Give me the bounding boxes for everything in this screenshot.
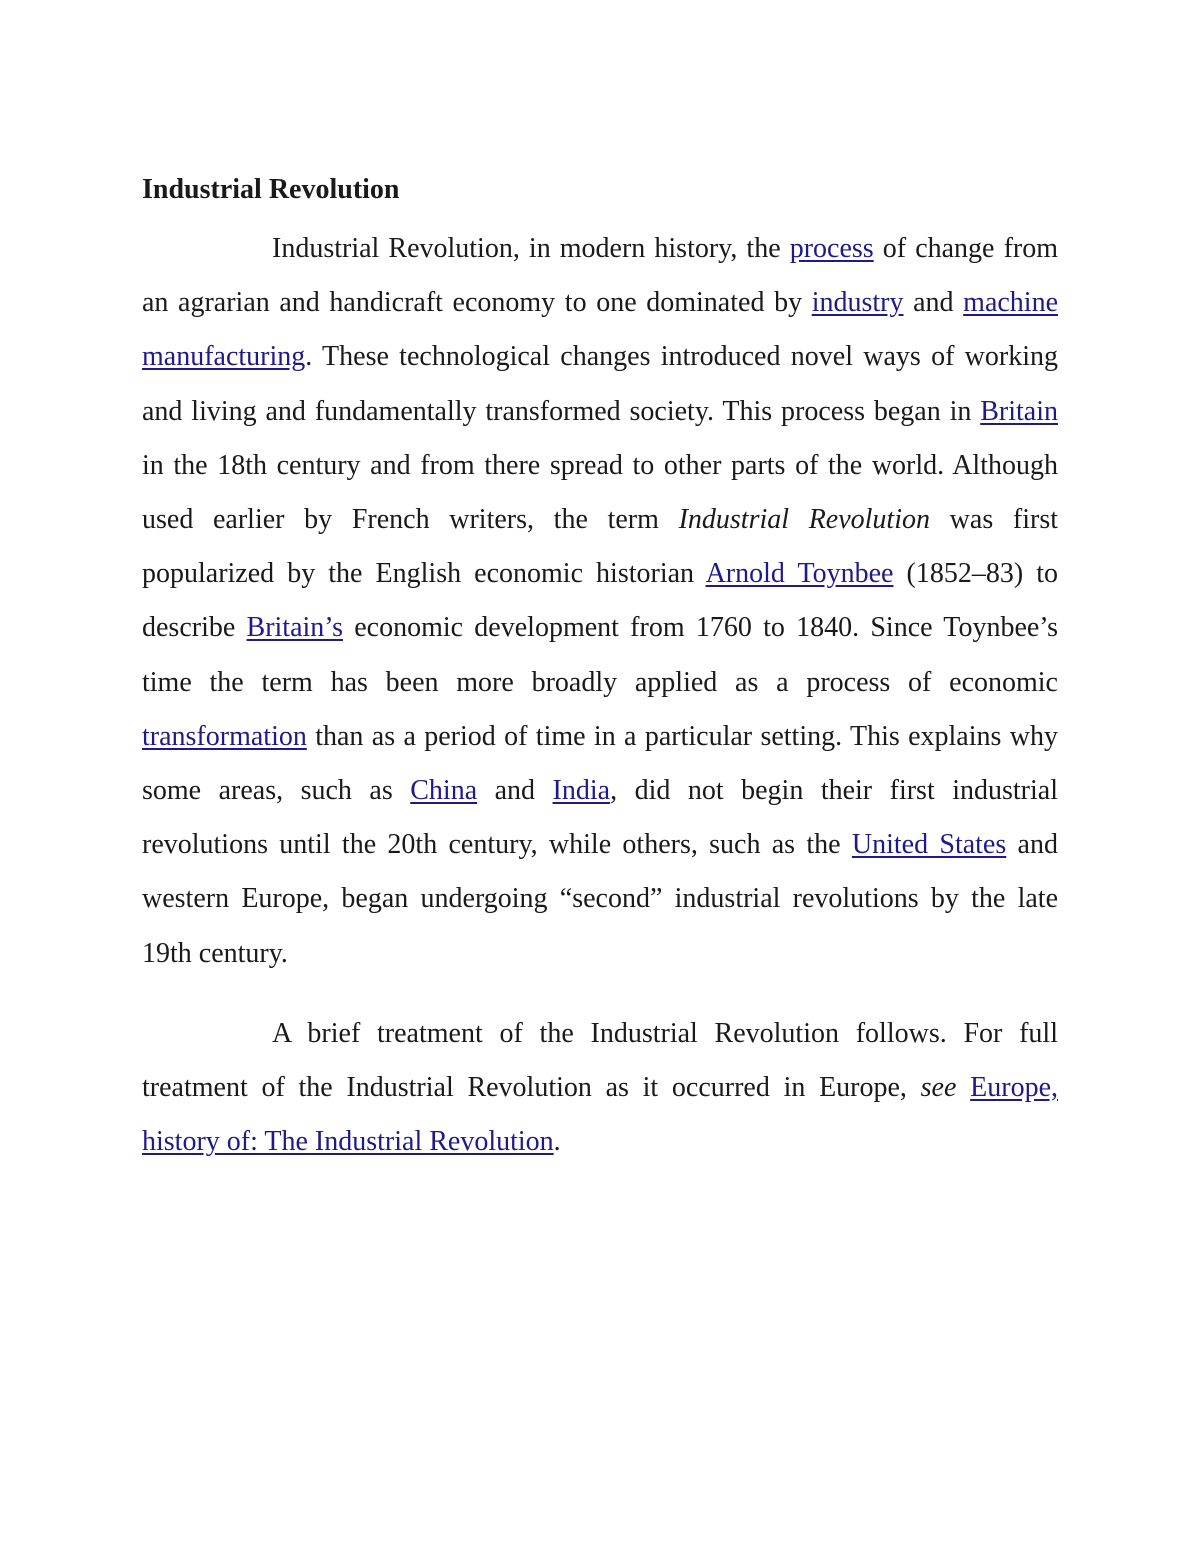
text-run: .	[553, 1126, 561, 1158]
document-title: Industrial Revolution	[142, 174, 400, 205]
link-china[interactable]: China	[410, 775, 478, 807]
text-run: of change from an agrarian and handicraft economy to one dominated by	[142, 233, 1058, 319]
term-industrial-revolution: Industrial Revolution	[678, 504, 930, 536]
see-reference: see	[920, 1072, 957, 1104]
link-britain[interactable]: Britain	[980, 395, 1058, 427]
link-industry[interactable]: industry	[811, 287, 904, 319]
link-britains[interactable]: Britain’s	[246, 612, 343, 644]
text-run: than as a period of time in a particular setting. This explains why some areas, such as	[142, 720, 1058, 807]
link-arnold-toynbee[interactable]: Arnold Toynbee	[705, 558, 894, 590]
text-run: economic development from 1760 to 1840. Since Toynbee’s time the term has been more broadly applied as a process of economic	[142, 612, 1058, 698]
text-run: Industrial Revolution, in modern history, the	[272, 233, 790, 264]
text-run: in the 18th century and from there spread to other parts of the world. Although used earlier by French writers, the term	[142, 449, 1058, 536]
link-machine[interactable]: machine	[963, 287, 1059, 319]
text-run: was first popularized by the English economic historian	[142, 504, 1058, 590]
link-manufacturing[interactable]: manufacturing	[142, 341, 306, 373]
link-transformation[interactable]: transformation	[142, 720, 307, 752]
link-india[interactable]: India	[552, 775, 611, 807]
text-run: . These technological changes introduced novel ways of working and living and fundamentally transformed society. This process began in	[142, 341, 1058, 427]
text-run: , did not begin their first industrial revolutions until the 20th century, while others, such as the	[142, 775, 1058, 861]
link-europe-history[interactable]: Europe, history of: The Industrial Revolution	[142, 1072, 1058, 1158]
text-run: (1852–83) to describe	[142, 558, 1058, 644]
text-run: and	[903, 287, 964, 319]
text-run	[956, 1072, 970, 1103]
text-run: and western Europe, began undergoing “second” industrial revolutions by the late 19th century.	[142, 829, 1058, 969]
paragraph-intro	[142, 222, 1058, 981]
text-run: and	[477, 775, 553, 807]
paragraph-brief-treatment	[142, 1007, 1058, 1170]
link-united-states[interactable]: United States	[851, 829, 1007, 861]
link-process[interactable]: process	[789, 233, 874, 264]
text-run: A brief treatment of the Industrial Revolution follows. For full treatment of the Industrial Revolution as it occurred in Europe,	[142, 1017, 1058, 1104]
document-page	[142, 168, 1058, 1169]
